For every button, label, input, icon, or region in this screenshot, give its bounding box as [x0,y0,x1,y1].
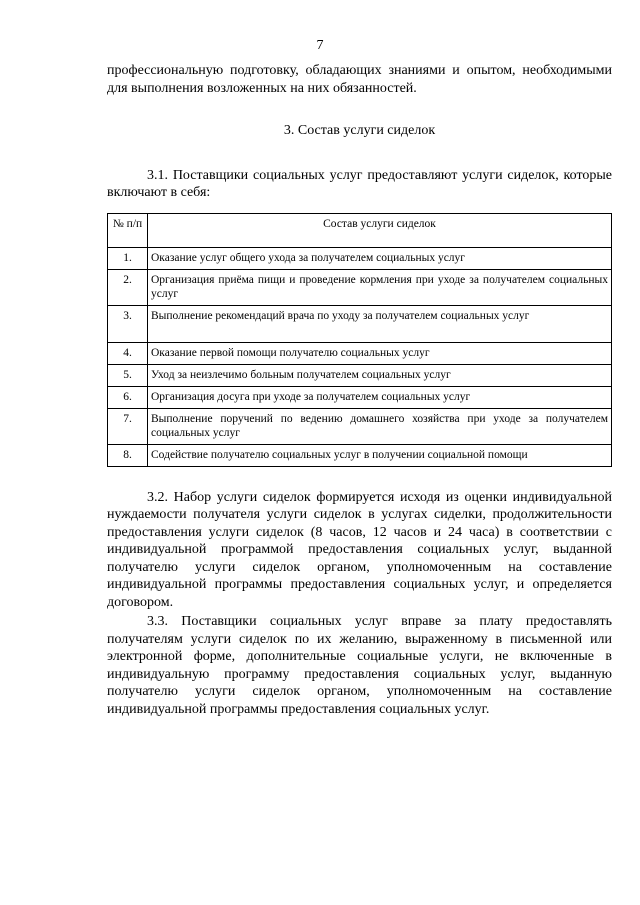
page-number: 7 [316,38,324,53]
row-number: 1. [108,247,148,269]
table-header-row [108,213,612,247]
row-service: Содействие получателю социальных услуг в получении социальной помощи [148,444,612,466]
row-service: Выполнение рекомендаций врача по уходу за получателем социальных услуг [148,305,612,342]
table-row [108,342,612,364]
paragraph-3-3: 3.3. Поставщики социальных услуг вправе за плату предоставлять получателям услуги сиделок по их желанию, выраженному в письменной или электронной форме, дополнительные социальные услуги, не включенные в индивидуальную программу предоставления социальных услуг, выданную получателю услуги сиделок органом, уполномоченным на составление индивидуальной программы предоставления социальных услуг. [107,614,612,717]
paragraph-3-1: 3.1. Поставщики социальных услуг предоставляют услуги сиделок, которые включают в себя: [107,167,612,200]
header-service-name: Состав услуги сиделок [148,213,612,247]
row-number: 6. [108,386,148,408]
row-service: Выполнение поручений по ведению домашнего хозяйства при уходе за получателем социальных услуг [148,408,612,444]
document-body [107,62,612,718]
intro-paragraph: профессиональную подготовку, обладающих знаниями и опытом, необходимыми для выполнения возложенных на них обязанностей. [107,63,612,96]
row-service: Оказание первой помощи получателю социальных услуг [148,342,612,364]
row-number: 3. [108,305,148,342]
table-row [108,444,612,466]
table-row [108,269,612,305]
row-service: Организация приёма пищи и проведение кормления при уходе за получателем социальных услуг [148,269,612,305]
row-number: 8. [108,444,148,466]
section-heading: 3. Состав услуги сиделок [283,123,436,138]
services-table [107,213,612,467]
row-service: Оказание услуг общего ухода за получателем социальных услуг [148,247,612,269]
row-service: Уход за неизлечимо больным получателем социальных услуг [148,364,612,386]
table-row [108,247,612,269]
row-number: 5. [108,364,148,386]
row-service: Организация досуга при уходе за получателем социальных услуг [148,386,612,408]
row-number: 2. [108,269,148,305]
header-number: № п/п [108,213,148,247]
row-number: 4. [108,342,148,364]
table-row [108,305,612,342]
table-row [108,386,612,408]
paragraph-3-2: 3.2. Набор услуги сиделок формируется исходя из оценки индивидуальной нуждаемости получателя услуги сиделок в услугах сиделки, продолжительности предоставления услуги сиделок (8 часов, 12 часов и 24 часа) в соответствии с индивидуальной программой предоставления социальных услуг, выданной получателю услуги сиделок органом, уполномоченным на составление индивидуальной программы предоставления социальных услуг, и определяется договором. [107,489,612,610]
table-row [108,364,612,386]
row-number: 7. [108,408,148,444]
table-row [108,408,612,444]
